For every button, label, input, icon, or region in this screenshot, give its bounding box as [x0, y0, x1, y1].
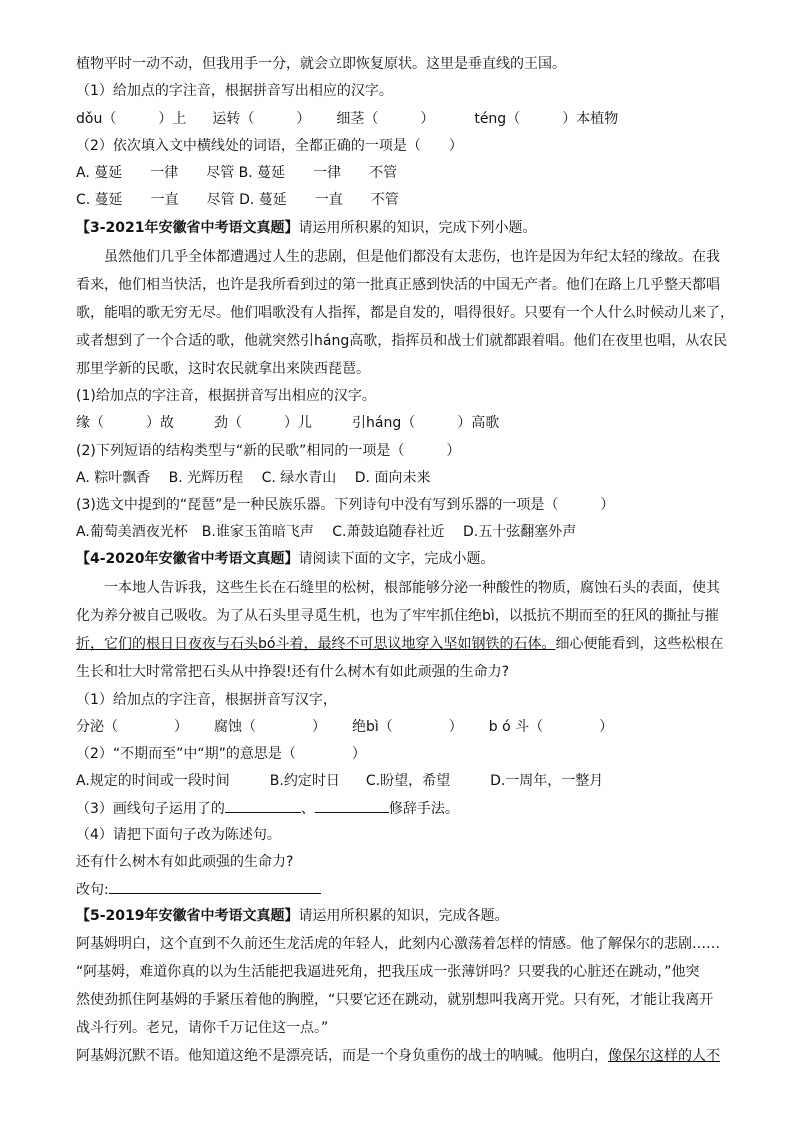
- section-source: 【5-2019年安徽省中考语文真题】: [76, 908, 299, 924]
- pinyin-item: 细茎（ ）: [336, 111, 435, 127]
- answer-blank[interactable]: [315, 798, 389, 813]
- passage-text: 细心便能看到，这些松根在: [555, 636, 724, 652]
- option-item: A.规定的时间或一段时间: [76, 773, 230, 789]
- passage-line: “阿基姆，难道你真的以为生活能把我逼进死角，把我压成一张薄饼吗？只要我的心脏还在跳动，”他突: [76, 964, 700, 980]
- question-2: （2）依次填入文中横线处的词语，全都正确的一项是（ ）: [76, 138, 463, 154]
- section-instruction: 请阅读下面的文字，完成小题。: [298, 551, 495, 567]
- pinyin-item: téng（ ）本植物: [474, 111, 619, 127]
- question-1: （1）给加点的字注音，根据拼音写汉字，: [76, 692, 337, 708]
- option-row: A. 粽叶飘香 B. 光辉历程 C. 绿水青山 D. 面向未来: [76, 470, 431, 486]
- passage-line: 化为养分被自己吸收。为了从石头里寻觅生机，也为了牢牢抓住绝bì，以抵抗不期而至的狂风的撕扯与摧: [76, 608, 719, 624]
- passage-line: 生长和壮大时常常把石头从中挣裂!还有什么树木有如此顽强的生命力?: [76, 664, 510, 680]
- passage-text: 阿基姆沉默不语。他知道这绝不是漂亮话，而是一个身负重伤的战士的呐喊。他明白，: [76, 1048, 608, 1064]
- pinyin-item: 引háng（ ）高歌: [352, 415, 500, 431]
- pinyin-item: 缘（ ）故: [76, 415, 174, 431]
- question-text: 修辞手法。: [388, 801, 459, 817]
- question-4: （4）请把下面句子改为陈述句。: [76, 827, 281, 843]
- passage-line: 战斗行列。老兄，请你千万记住这一点。”: [76, 1020, 329, 1036]
- passage-line: 虽然他们几乎全体都遭遇过人生的悲剧，但是他们都没有太悲伤，也许是因为年纪太轻的缘故。在我: [104, 249, 720, 265]
- option-item: C.盼望，希望: [365, 773, 451, 789]
- pinyin-item: 分泌（ ）: [76, 719, 188, 735]
- section-instruction: 请运用所积累的知识，完成各题。: [298, 908, 509, 924]
- section-instruction: 请运用所积累的知识，完成下列小题。: [298, 220, 537, 236]
- underlined-sentence: 折，它们的根日日夜夜与石头bó斗着，最终不可思议地穿入坚如钢铁的石体。: [76, 636, 556, 652]
- question-2: （2）“不期而至”中“期”的意思是（ ）: [76, 746, 366, 762]
- separator: 、: [300, 801, 315, 817]
- option-row: [76, 771, 603, 791]
- pinyin-row: [76, 413, 499, 433]
- section-source: 【4-2020年安徽省中考语文真题】: [76, 551, 299, 567]
- passage-line: 歌，能唱的歌无穷无尽。他们唱歌没有人指挥，都是自发的，唱得很好。只要有一个人什么时候动儿来了，: [76, 305, 734, 321]
- passage-line: 或者想到了一个合适的歌，他就突然引háng高歌，指挥员和战士们就都跟着唱。他们在夜里也唱，从农民: [76, 333, 728, 349]
- passage-line: 阿基姆明白，这个直到不久前还生龙活虎的年轻人，此刻内心激荡着怎样的情感。他了解保尔的悲剧……: [76, 936, 720, 952]
- option-item: B.约定时日: [269, 773, 340, 789]
- pinyin-item: 劲（ ）儿: [214, 415, 312, 431]
- passage-line: 看来，他们相当快活，也许是我所看到过的第一批真正感到快活的中国无产者。他们在路上几乎整天都唱: [76, 277, 720, 293]
- answer-blank[interactable]: [109, 879, 321, 894]
- passage-line: [76, 1046, 720, 1066]
- passage-line: 一本地人告诉我，这些生长在石缝里的松树，根部能够分泌一种酸性的物质，腐蚀石头的表面，使其: [104, 580, 720, 596]
- pinyin-row: [76, 717, 613, 737]
- option-row: A.葡萄美酒夜光杯 B.谁家玉笛暗飞声 C.萧鼓追随春社近 D.五十弦翻塞外声: [76, 524, 577, 540]
- pinyin-row: [76, 109, 618, 129]
- passage-line: 那里学新的民歌，这时农民就拿出来陕西琵琶。: [76, 361, 370, 377]
- section-header: [76, 906, 509, 926]
- answer-label: 改句:: [76, 882, 109, 898]
- section-source: 【3-2021年安徽省中考语文真题】: [76, 220, 299, 236]
- option-row: C. 蔓延 一直 尽管 D. 蔓延 一直 不管: [76, 192, 399, 208]
- pinyin-item: 绝bì（ ）: [352, 719, 463, 735]
- pinyin-item: 腐蚀（ ）: [214, 719, 326, 735]
- pinyin-item: dǒu（ ）上: [76, 111, 187, 127]
- section-header: [76, 218, 537, 238]
- pinyin-item: b ó 斗（ ）: [488, 719, 614, 735]
- question-1: （1）给加点的字注音，根据拼音写出相应的汉字。: [76, 83, 393, 99]
- option-item: D.一周年，一整月: [490, 773, 604, 789]
- passage-line: [76, 634, 723, 654]
- underlined-sentence: 像保尔这样的人不: [608, 1048, 720, 1064]
- sentence-line: 还有什么树木有如此顽强的生命力?: [76, 854, 294, 870]
- section-header: [76, 549, 495, 569]
- question-3: [76, 798, 459, 819]
- question-3: (3)选文中提到的“琵琶”是一种民族乐器。下列诗句中没有写到乐器的一项是（ ）: [76, 497, 615, 513]
- passage-line: 然使劲抓住阿基姆的手紧压着他的胸膛，“只要它还在跳动，就别想叫我离开党。只有死，才能让我离开: [76, 992, 714, 1008]
- answer-blank[interactable]: [225, 798, 301, 813]
- text-line: 植物平时一动不动，但我用手一分，就会立即恢复原状。这里是垂直线的王国。: [76, 56, 566, 72]
- answer-line: [76, 879, 321, 900]
- option-row: A. 蔓延 一律 尽管 B. 蔓延 一律 不管: [76, 165, 398, 181]
- question-1: (1)给加点的字注音，根据拼音写出相应的汉字。: [76, 388, 376, 404]
- question-text: （3）画线句子运用了的: [76, 801, 225, 817]
- pinyin-item: 运转（ ）: [212, 111, 311, 127]
- question-2: (2)下列短语的结构类型与“新的民歌”相同的一项是（ ）: [76, 443, 461, 459]
